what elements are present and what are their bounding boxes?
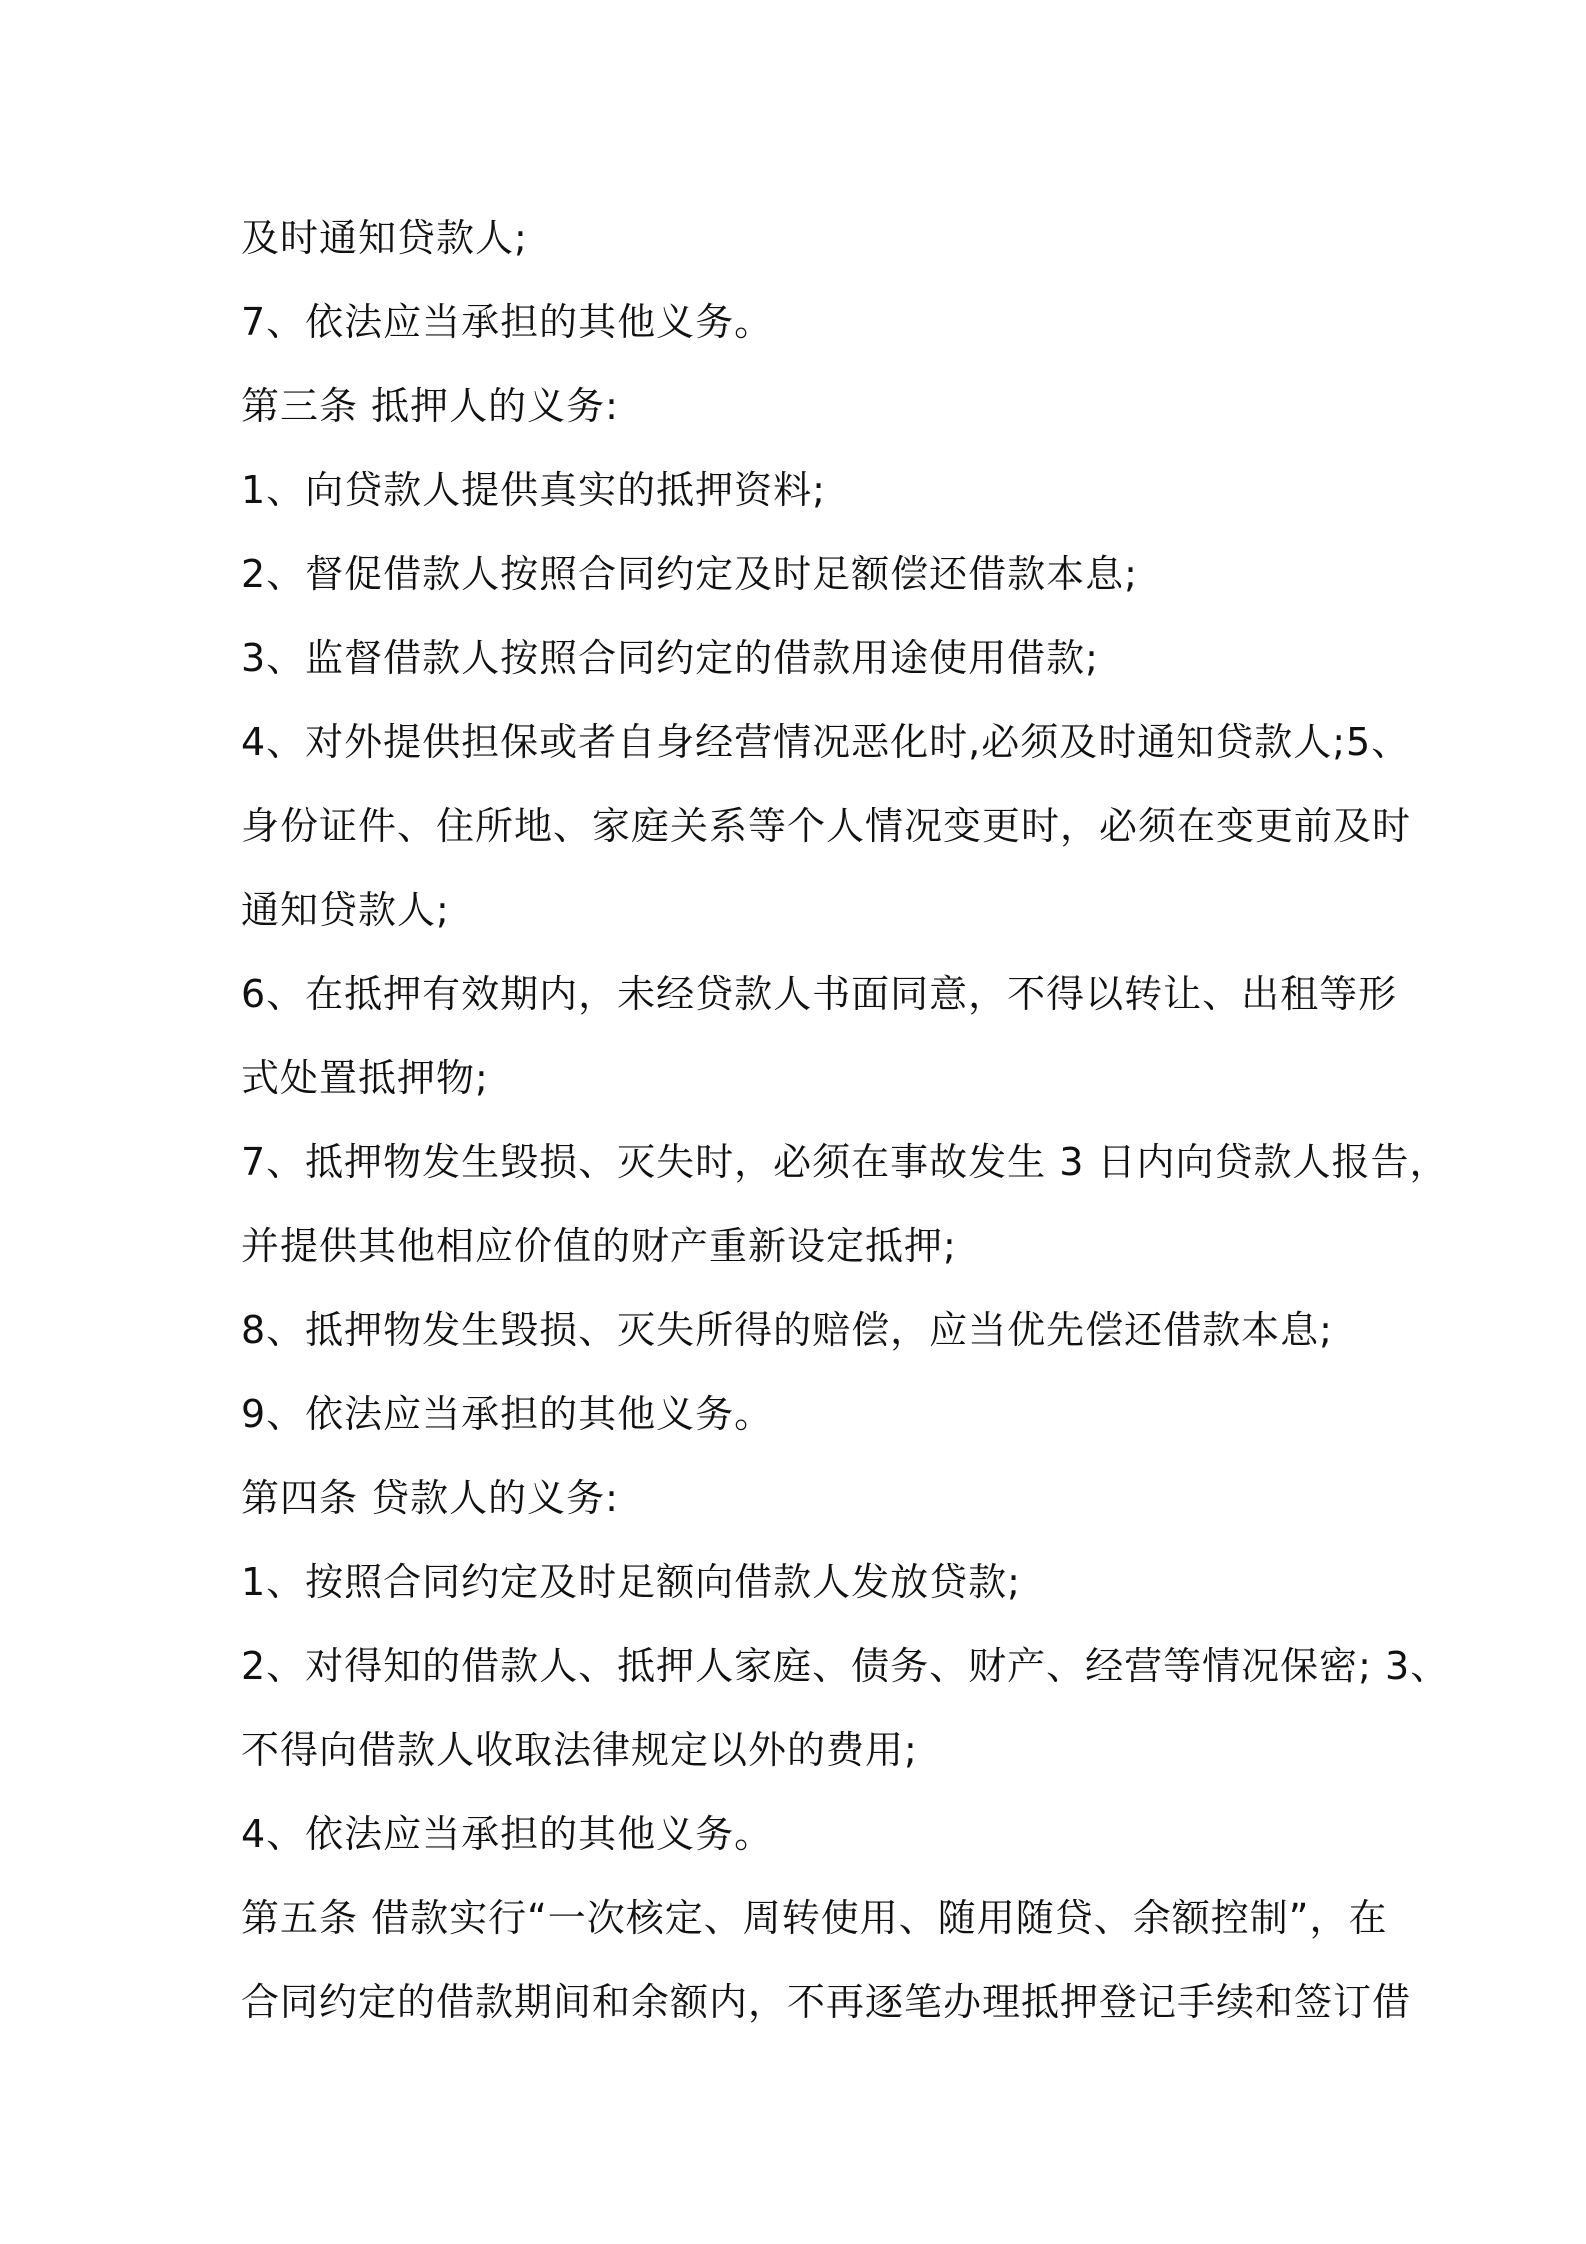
text-line: 7、依法应当承担的其他义务。 bbox=[241, 300, 774, 344]
text-line: 身份证件、住所地、家庭关系等个人情况变更时，必须在变更前及时 bbox=[241, 804, 1412, 848]
text-line: 式处置抵押物; bbox=[241, 1056, 489, 1100]
text-line: 8、抵押物发生毁损、灭失所得的赔偿，应当优先偿还借款本息; bbox=[241, 1308, 1333, 1352]
section-heading: 第五条 借款实行“一次核定、周转使用、随用随贷、余额控制”，在 bbox=[241, 1896, 1388, 1940]
text-line: 1、向贷款人提供真实的抵押资料; bbox=[241, 468, 826, 512]
text-line: 6、在抵押有效期内，未经贷款人书面同意，不得以转让、出租等形 bbox=[241, 972, 1398, 1016]
document-body bbox=[241, 196, 1450, 2044]
text-line: 1、按照合同约定及时足额向借款人发放贷款; bbox=[241, 1560, 1021, 1604]
text-line: 4、对外提供担保或者自身经营情况恶化时,必须及时通知贷款人;5、 bbox=[241, 720, 1411, 764]
text-line: 及时通知贷款人; bbox=[241, 216, 528, 260]
text-line: 2、对得知的借款人、抵押人家庭、债务、财产、经营等情况保密; 3、 bbox=[241, 1644, 1450, 1688]
text-line: 合同约定的借款期间和余额内，不再逐笔办理抵押登记手续和签订借 bbox=[241, 1980, 1412, 2024]
text-line: 通知贷款人; bbox=[241, 888, 450, 932]
section-heading: 第三条 抵押人的义务: bbox=[241, 384, 619, 428]
text-line: 3、监督借款人按照合同约定的借款用途使用借款; bbox=[241, 636, 1099, 680]
text-line: 不得向借款人收取法律规定以外的费用; bbox=[241, 1728, 918, 1772]
text-line: 2、督促借款人按照合同约定及时足额偿还借款本息; bbox=[241, 552, 1138, 596]
text-line: 7、抵押物发生毁损、灭失时，必须在事故发生 3 日内向贷款人报告， bbox=[241, 1140, 1449, 1184]
text-line: 4、依法应当承担的其他义务。 bbox=[241, 1812, 774, 1856]
section-heading: 第四条 贷款人的义务: bbox=[241, 1476, 619, 1520]
text-line: 9、依法应当承担的其他义务。 bbox=[241, 1392, 774, 1436]
text-line: 并提供其他相应价值的财产重新设定抵押; bbox=[241, 1224, 957, 1268]
